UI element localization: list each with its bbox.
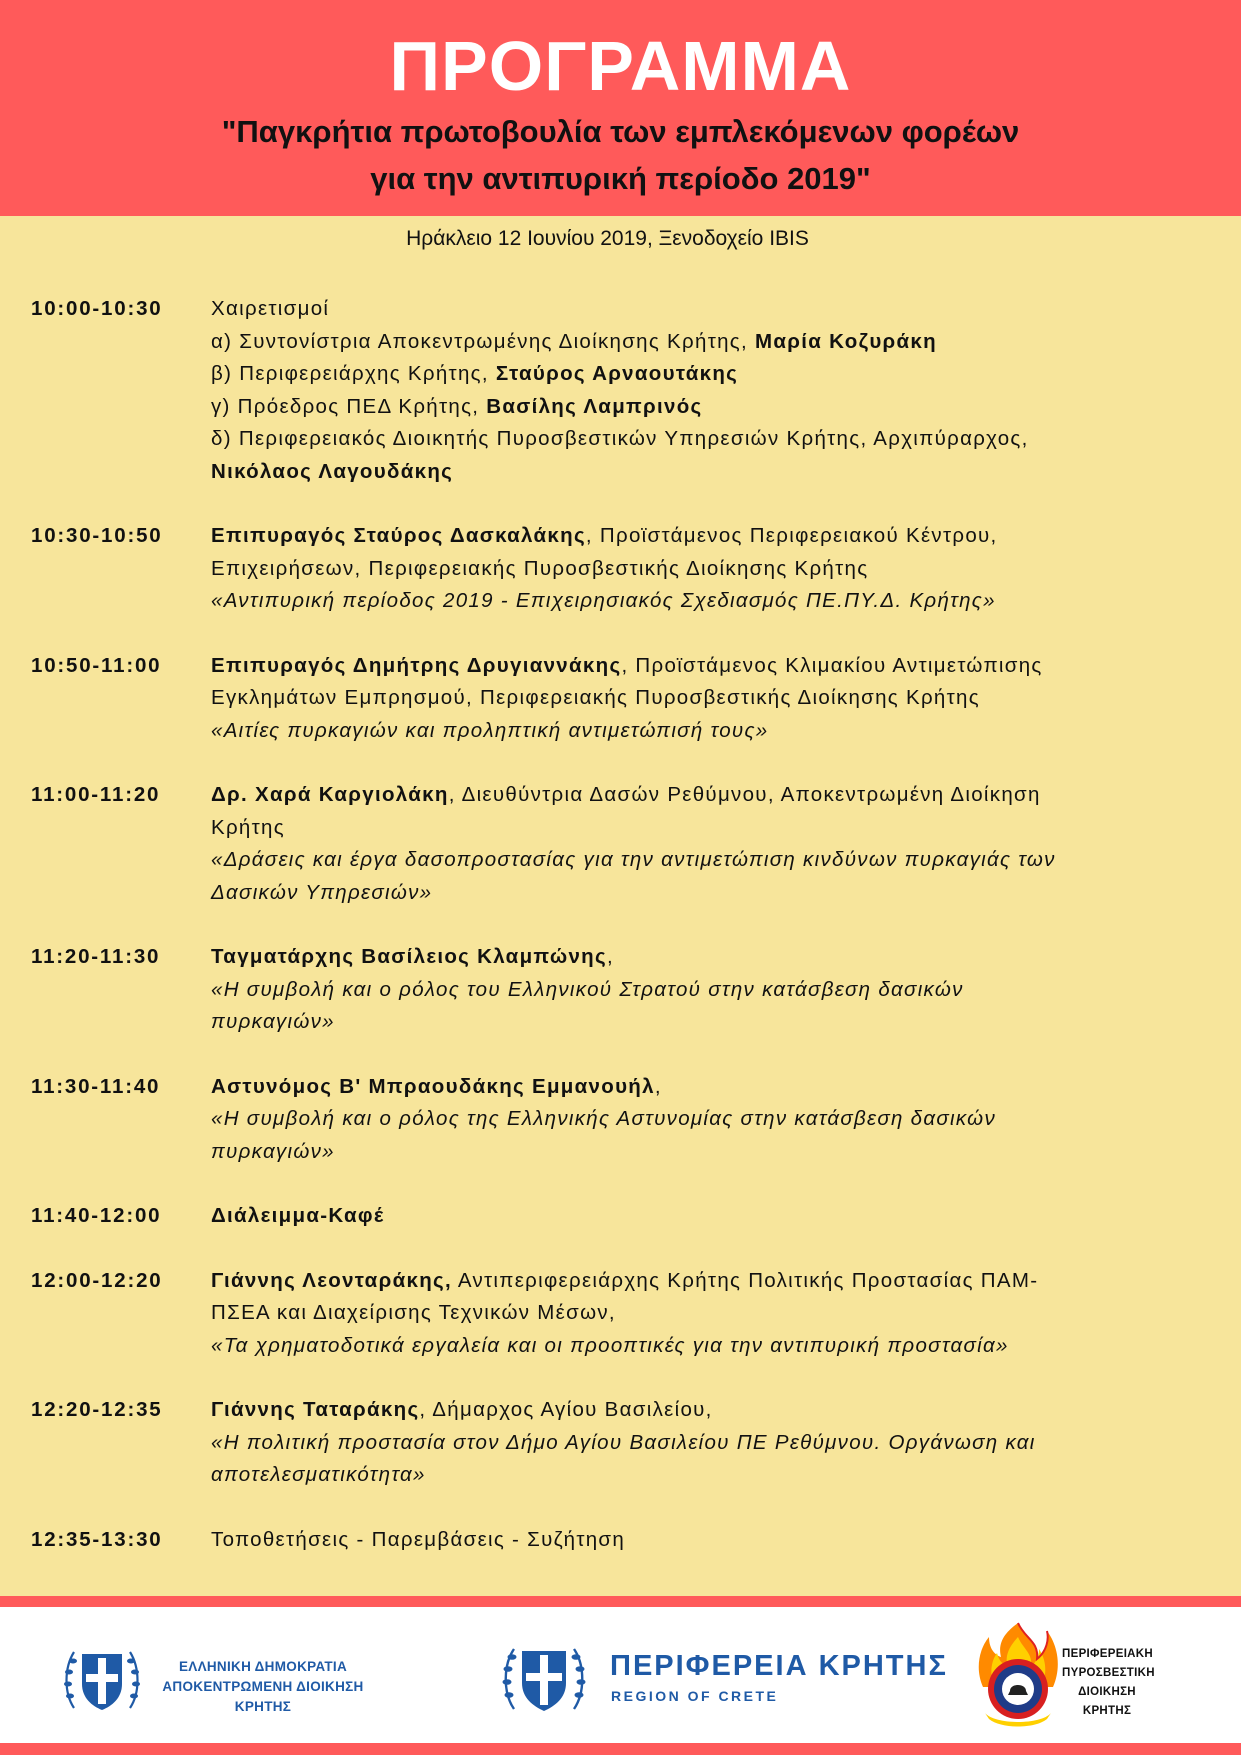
session-details <box>211 293 1221 488</box>
talk-title: «Αιτίες πυρκαγιών και προληπτική αντιμετώπισή τους» <box>211 718 769 742</box>
program-row <box>0 650 1241 748</box>
session-text: Τοποθετήσεις - Παρεμβάσεις - Συζήτηση <box>211 1527 626 1551</box>
session-text: , <box>606 945 614 968</box>
speaker-name: Επιπυραγός Σταύρος Δασκαλάκης <box>211 524 586 547</box>
session-text: Κρήτης <box>211 815 285 839</box>
session-text: Αντιπεριφερειάρχης Κρήτης Πολιτικής Προστασίας ΠΑΜ- <box>451 1268 1039 1292</box>
program-row <box>0 520 1241 618</box>
program-row <box>0 1071 1241 1169</box>
fire-service-emblem-icon <box>975 1621 1061 1731</box>
session-text: , <box>654 1074 662 1098</box>
talk-title: πυρκαγιών» <box>211 1139 335 1163</box>
session-text: β) Περιφερειάρχης Κρήτης, <box>211 362 496 385</box>
speaker-name: Επιπυραγός Δημήτρης Δρυγιαννάκης <box>211 653 622 677</box>
session-text: ΠΣΕΑ και Διαχείρισης Τεχνικών Μέσων, <box>211 1301 616 1324</box>
logo1-label <box>148 1657 378 1717</box>
session-text: Επιχειρήσεων, Περιφερειακής Πυροσβεστικής Διοίκησης Κρήτης <box>211 556 869 580</box>
logo2-subtitle: REGION OF CRETE <box>611 1688 779 1704</box>
program-row <box>0 1265 1241 1363</box>
program-row <box>0 1524 1241 1557</box>
session-line <box>211 941 1221 974</box>
session-line <box>211 1265 1221 1298</box>
session-line <box>211 1524 1221 1557</box>
session-line <box>211 423 1221 456</box>
session-text: γ) Πρόεδρος ΠΕΔ Κρήτης, <box>211 394 487 418</box>
venue-info: Ηράκλειο 12 Ιουνίου 2019, Ξενοδοχείο IBIS <box>406 227 809 250</box>
session-text: , Διευθύντρια Δασών Ρεθύμνου, Αποκεντρωμένη Διοίκηση <box>448 783 1041 806</box>
session-details <box>211 1394 1221 1492</box>
session-details <box>211 520 1221 618</box>
speaker-name: Σταύρος Αρναουτάκης <box>495 362 739 385</box>
talk-title: «Η συμβολή και ο ρόλος του Ελληνικού Στρατού στην κατάσβεση δασικών <box>211 977 964 1001</box>
session-line <box>211 1071 1221 1104</box>
speaker-name: Γιάννης Λεονταράκης, <box>211 1268 452 1292</box>
session-details <box>211 1524 1221 1557</box>
speaker-name: Γιάννης Ταταράκης <box>211 1398 420 1421</box>
subtitle-line: "Παγκρήτια πρωτοβουλία των εμπλεκόμενων φορέων <box>221 114 1020 149</box>
session-details <box>211 941 1221 1039</box>
talk-title: «Δράσεις και έργα δασοπροστασίας για την αντιμετώπιση κινδύνων πυρκαγιάς των <box>211 848 1056 871</box>
speaker-name: Ταγματάρχης Βασίλειος Κλαμπώνης <box>211 945 607 968</box>
session-time: 11:00-11:20 <box>31 783 161 806</box>
session-time: 10:50-11:00 <box>31 653 162 677</box>
footer-stripe-top <box>0 1596 1241 1607</box>
session-details <box>211 779 1221 909</box>
session-line <box>211 358 1221 391</box>
program-row <box>0 779 1241 909</box>
session-line <box>211 1394 1221 1427</box>
logo3-line: ΠΥΡΟΣΒΕΣΤΙΚΗ <box>1062 1667 1155 1679</box>
session-details <box>211 1265 1221 1363</box>
session-time: 12:35-13:30 <box>31 1527 163 1551</box>
program-list <box>0 293 1241 1588</box>
session-line <box>211 391 1221 424</box>
speaker-name: Νικόλαος Λαγουδάκης <box>211 459 454 483</box>
logo1-line: ΕΛΛΗΝΙΚΗ ΔΗΜΟΚΡΑΤΙΑ <box>178 1659 348 1674</box>
session-line <box>211 1200 1221 1233</box>
talk-title: αποτελεσματικότητα» <box>211 1463 426 1486</box>
session-line <box>211 293 1221 326</box>
session-time: 10:30-10:50 <box>31 524 163 547</box>
session-line <box>211 520 1221 553</box>
session-time: 12:00-12:20 <box>31 1268 163 1292</box>
logo2-title: ΠΕΡΙΦΕΡΕΙΑ ΚΡΗΤΗΣ <box>610 1650 948 1682</box>
session-details <box>211 1071 1221 1169</box>
session-text: Εγκλημάτων Εμπρησμού, Περιφερειακής Πυροσβεστικής Διοίκησης Κρήτης <box>211 686 980 709</box>
session-details <box>211 1200 1221 1233</box>
speaker-name: Διάλειμμα-Καφέ <box>211 1204 385 1227</box>
talk-title: Δασικών Υπηρεσιών» <box>211 880 433 904</box>
session-time: 11:40-12:00 <box>31 1204 162 1227</box>
logo3-line: ΠΕΡΙΦΕΡΕΙΑΚΗ <box>1062 1648 1154 1660</box>
speaker-name: Δρ. Χαρά Καργιολάκη <box>211 783 449 806</box>
session-line <box>211 1297 1221 1330</box>
session-text: δ) Περιφερειακός Διοικητής Πυροσβεστικών Υπηρεσιών Κρήτης, Αρχιπύραρχος, <box>211 427 1029 450</box>
session-time: 11:30-11:40 <box>31 1074 161 1098</box>
session-line <box>211 779 1221 812</box>
session-text: , Προϊστάμενος Περιφερειακού Κέντρου, <box>585 524 998 547</box>
logo1-line: ΑΠΟΚΕΝΤΡΩΜΕΝΗ ΔΙΟΙΚΗΣΗ ΚΡΗΤΗΣ <box>162 1679 364 1714</box>
talk-title: πυρκαγιών» <box>211 1010 335 1033</box>
talk-title: «Τα χρηματοδοτικά εργαλεία και οι προοπτικές για την αντιπυρική προστασία» <box>211 1333 1009 1357</box>
session-text: , Δήμαρχος Αγίου Βασιλείου, <box>419 1398 713 1421</box>
greek-coat-of-arms-icon <box>500 1635 588 1723</box>
logo3-line: ΚΡΗΤΗΣ <box>1082 1705 1132 1717</box>
program-row <box>0 293 1241 488</box>
session-line <box>211 456 1221 489</box>
program-row <box>0 1394 1241 1492</box>
subtitle-line: για την αντιπυρική περίοδο 2019" <box>370 161 871 196</box>
session-time: 12:20-12:35 <box>31 1398 163 1421</box>
speaker-name: Αστυνόμος Β' Μπραουδάκης Εμμανουήλ <box>211 1074 655 1098</box>
session-line <box>211 682 1221 715</box>
speaker-name: Βασίλης Λαμπρινός <box>486 394 703 418</box>
session-line <box>211 812 1221 845</box>
session-line <box>211 326 1221 359</box>
page-title: ΠΡΟΓΡΑΜΜΑ <box>389 27 852 105</box>
session-text: , Προϊστάμενος Κλιμακίου Αντιμετώπισης <box>621 653 1043 677</box>
session-time: 11:20-11:30 <box>31 945 161 968</box>
talk-title: «Η πολιτική προστασία στον Δήμο Αγίου Βασιλείου ΠΕ Ρεθύμνου. Οργάνωση και <box>211 1430 1036 1454</box>
header-banner <box>0 0 1241 216</box>
session-line <box>211 553 1221 586</box>
footer-stripe-bottom <box>0 1743 1241 1755</box>
logo3-line: ΔΙΟΙΚΗΣΗ <box>1078 1686 1136 1698</box>
session-text: α) Συντονίστρια Αποκεντρωμένης Διοίκησης Κρήτης, <box>211 329 755 353</box>
talk-title: «Αντιπυρική περίοδος 2019 - Επιχειρησιακός Σχεδιασμός ΠΕ.ΠΥ.Δ. Κρήτης» <box>211 589 996 612</box>
greek-coat-of-arms-icon <box>60 1638 144 1722</box>
logo3-label <box>1062 1645 1155 1721</box>
event-subtitle <box>0 108 1241 202</box>
footer-logos <box>0 1607 1241 1743</box>
session-time: 10:00-10:30 <box>31 297 163 320</box>
session-text: Χαιρετισμοί <box>211 297 330 320</box>
talk-title: «Η συμβολή και ο ρόλος της Ελληνικής Αστυνομίας στην κατάσβεση δασικών <box>211 1107 996 1130</box>
session-line <box>211 650 1221 683</box>
speaker-name: Μαρία Κοζυράκη <box>754 329 937 353</box>
session-details <box>211 650 1221 748</box>
program-row <box>0 941 1241 1039</box>
program-row <box>0 1200 1241 1233</box>
